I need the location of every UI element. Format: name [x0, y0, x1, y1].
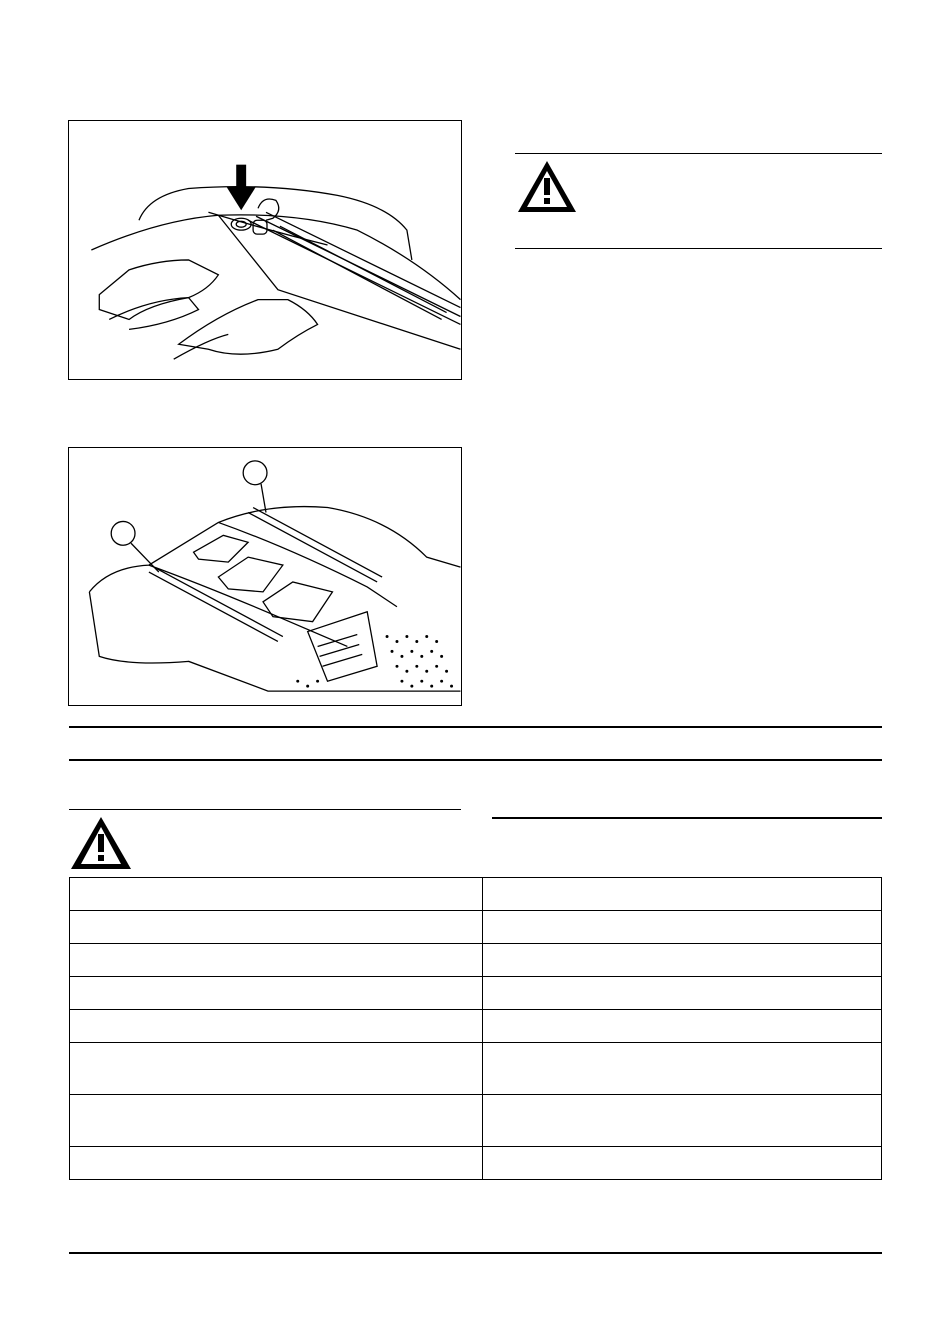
- table-cell-value: [483, 944, 882, 977]
- table-row: [70, 977, 882, 1010]
- warning-rule-top: [515, 153, 882, 154]
- warning-rule-bottom: [515, 248, 882, 249]
- footer-rule: [69, 1252, 882, 1254]
- table-row: [70, 944, 882, 977]
- table-cell-value: [483, 1147, 882, 1180]
- figure-mower-callouts: [68, 447, 462, 706]
- warning-triangle-icon: [515, 158, 579, 216]
- table-row: [70, 1095, 882, 1147]
- table-row: [70, 911, 882, 944]
- table-cell-label: [70, 1043, 483, 1095]
- heading-rule: [492, 817, 882, 819]
- specification-table: [69, 877, 882, 1180]
- table-row: [70, 878, 882, 911]
- table-cell-value: [483, 911, 882, 944]
- table-cell-value: [483, 977, 882, 1010]
- table-row: [70, 1043, 882, 1095]
- warning-rule-top: [69, 809, 461, 810]
- table-cell-label: [70, 1095, 483, 1147]
- table-cell-value: [483, 878, 882, 911]
- table-cell-label: [70, 878, 483, 911]
- mower-top-illustration: [69, 121, 461, 379]
- callout-circle-icon: [111, 521, 135, 545]
- table-cell-label: [70, 977, 483, 1010]
- table-cell-label: [70, 1147, 483, 1180]
- table-cell-value: [483, 1043, 882, 1095]
- table-cell-value: [483, 1095, 882, 1147]
- table-cell-label: [70, 944, 483, 977]
- section-rule: [69, 726, 882, 728]
- table-row: [70, 1010, 882, 1043]
- section-rule: [69, 759, 882, 761]
- table-row: [70, 1147, 882, 1180]
- warning-triangle-icon: [68, 814, 134, 872]
- table-cell-value: [483, 1010, 882, 1043]
- mower-body-illustration: [69, 448, 461, 705]
- callout-circle-icon: [243, 461, 267, 485]
- table-cell-label: [70, 1010, 483, 1043]
- table-cell-label: [70, 911, 483, 944]
- arrow-down-icon: [226, 165, 256, 211]
- figure-handle-arrow: [68, 120, 462, 380]
